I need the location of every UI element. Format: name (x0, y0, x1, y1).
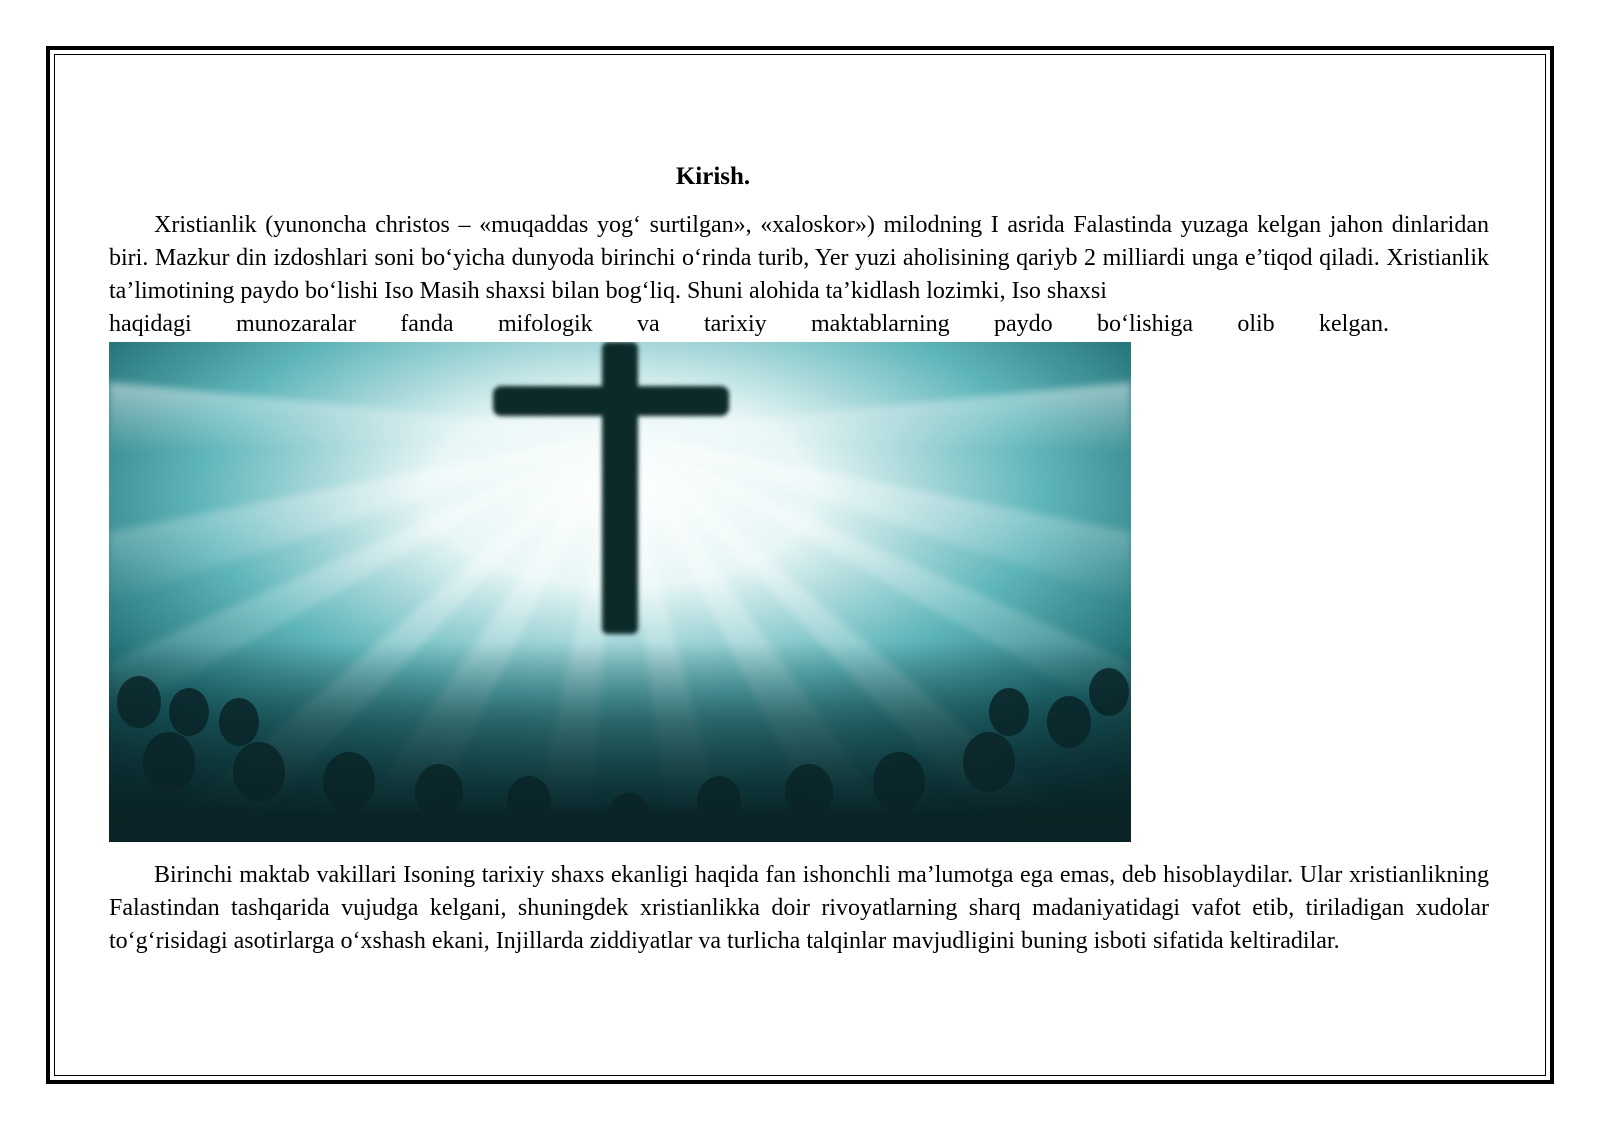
cross-light-rays-crowd-illustration-icon (109, 342, 1131, 842)
document-title: Kirish. (675, 163, 751, 190)
paragraph-1 (109, 209, 1489, 308)
cross-illustration (109, 342, 1131, 842)
paragraph-2 (109, 859, 1489, 958)
paragraph-1-last-line: haqidagi munozaralar fanda mifologik va tarixiy maktablarning paydo bo‘lishiga olib kelgan. (109, 311, 1389, 337)
paragraph-2-text: Birinchi maktab vakillari Isoning tarixiy shaxs ekanligi haqida fan ishonchli ma’lumotga ega emas, deb hisoblaydilar. Ular xristianlikning Falastindan tashqarida vujudga kelgani, shuningdek xristianlikka doir rivoyatlarning sharq madaniyatidagi vafot etib, tiriladigan xudolar to‘g‘risidagi asotirlarga o‘xshash ekani, Injillarda ziddiyatlar va turlicha talqinlar mavjudligini buning isboti sifatida keltiradilar. (109, 862, 1489, 954)
paragraph-1-text: Xristianlik (yunoncha christos – «muqaddas yog‘ surtilgan», «xaloskor») milodning I asrida Falastinda yuzaga kelgan jahon dinlaridan biri. Mazkur din izdoshlari soni bo‘yicha dunyoda birinchi o‘rinda turib, Yer yuzi aholisining qariyb 2 milliardi unga e’tiqod qiladi. Xristianlik ta’limotining paydo bo‘lishi Iso Masih shaxsi bilan bog‘liq. Shuni alohida ta’kidlash lozimki, Iso shaxsi (109, 212, 1489, 304)
